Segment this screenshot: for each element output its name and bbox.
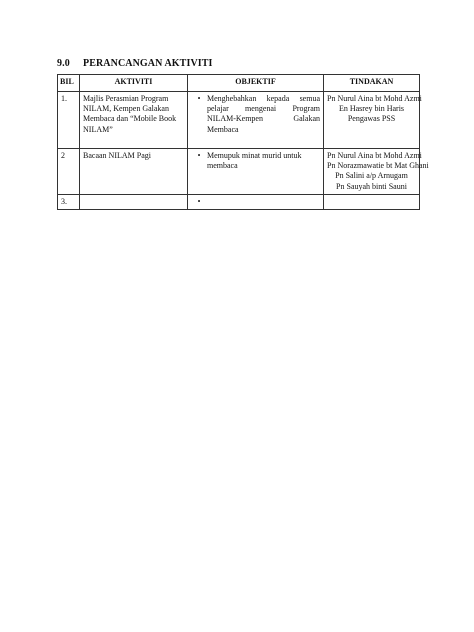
table-row (58, 92, 420, 149)
header-objektif: OBJEKTIF (188, 75, 324, 92)
header-tindakan: TINDAKAN (324, 75, 420, 92)
header-aktiviti: AKTIVITI (80, 75, 188, 92)
cell-aktiviti: Majlis Perasmian Program NILAM, Kempen Galakan Membaca dan “Mobile Book NILAM” (80, 92, 188, 149)
tindakan-line: Pn Salini a/p Arnugam (335, 171, 408, 181)
bullet-icon: • (197, 94, 201, 103)
table-header-row (58, 75, 420, 92)
objektif-text: Memupuk minat murid untuk membaca (207, 151, 302, 171)
objektif-text: Menghebahkan kepada semua pelajar mengenai Program NILAM-Kempen Galakan Membaca (207, 94, 320, 134)
table-row (58, 149, 420, 195)
objektif-text (207, 197, 320, 207)
tindakan-line: Pn Norazmawatie bt Mat Ghani (327, 161, 429, 171)
cell-bil: 2 (58, 149, 80, 195)
cell-tindakan (324, 92, 420, 149)
bullet-icon: • (197, 196, 201, 206)
section-heading (57, 58, 213, 69)
table-row (58, 194, 420, 209)
cell-objektif (188, 149, 324, 195)
cell-bil: 1. (58, 92, 80, 149)
tindakan-line: Pn Nurul Aina bt Mohd Azmi (327, 151, 422, 160)
activity-plan-table (57, 74, 429, 210)
cell-objektif (188, 194, 324, 209)
cell-aktiviti (80, 194, 188, 209)
section-title: PERANCANGAN AKTIVITI (83, 58, 213, 69)
section-number: 9.0 (57, 58, 70, 69)
header-bil: BIL (58, 75, 80, 92)
bullet-icon: • (197, 151, 201, 160)
cell-objektif (188, 92, 324, 149)
tindakan-line: Pengawas PSS (347, 114, 396, 124)
cell-bil: 3. (58, 194, 80, 209)
cell-tindakan (324, 149, 429, 195)
tindakan-line: Pn Nurul Aina bt Mohd Azmi (327, 94, 422, 103)
cell-tindakan (324, 194, 420, 209)
cell-aktiviti: Bacaan NILAM Pagi (80, 149, 188, 195)
tindakan-line: Pn Sauyah binti Sauni (336, 181, 407, 191)
tindakan-line: En Hasrey bin Haris (338, 104, 405, 114)
